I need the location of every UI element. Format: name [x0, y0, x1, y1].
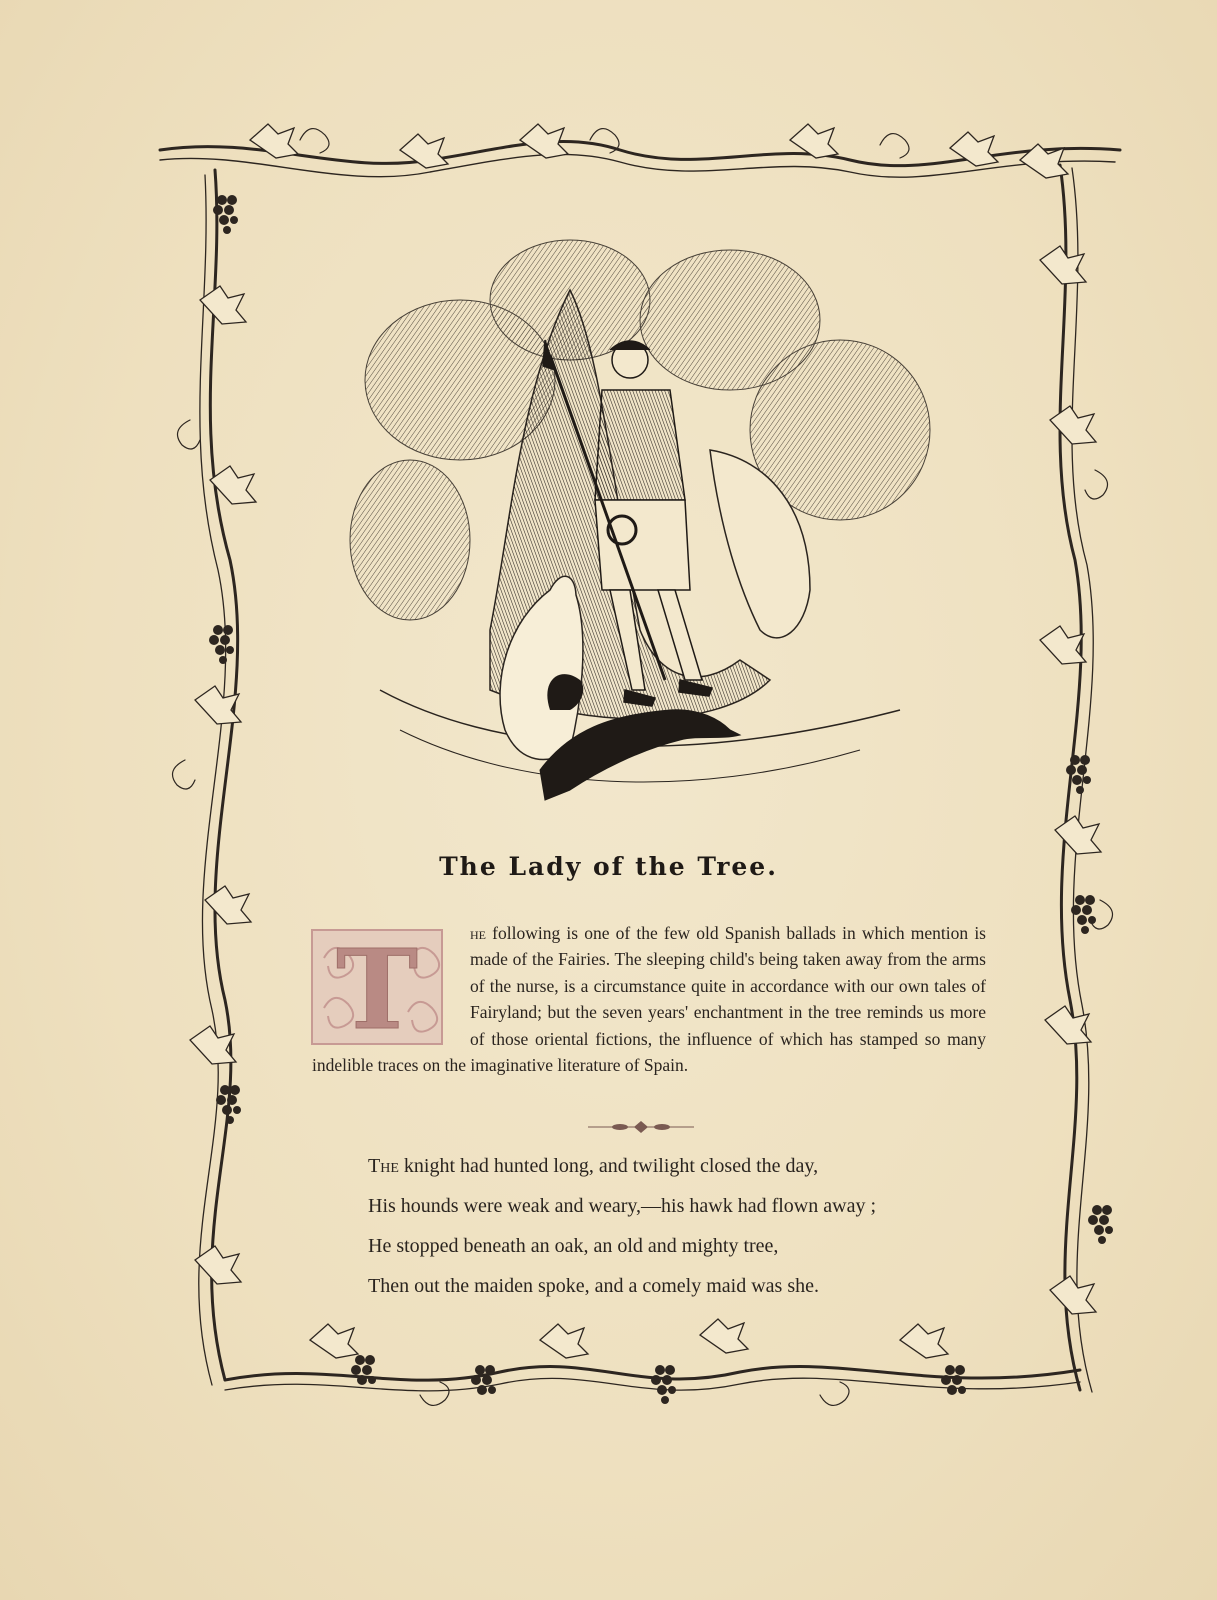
drop-cap-letter: T	[336, 928, 418, 1046]
intro-text: following is one of the few old Spanish ballads in which mention is made of the Fairies. The sleeping child's being taken away from the arms of the nurse, is a circumstance quite in accordance with our own tales of Fairyland; but the seven years' enchantment in the tree reminds us more of those oriental fictions, the influence of which has stamped so many indelible traces on the imaginative literature of Spain.	[312, 923, 986, 1076]
ballad-verse	[368, 1146, 988, 1306]
intro-lead-word: he	[470, 923, 486, 943]
intro-paragraph	[312, 920, 986, 1078]
verse-line: Then out the maiden spoke, and a comely maid was she.	[368, 1275, 819, 1297]
verse-line: He stopped beneath an oak, an old and mighty tree,	[368, 1235, 779, 1257]
verse-line: The knight had hunted long, and twilight closed the day,	[368, 1155, 819, 1177]
poem-title: The Lady of the Tree.	[439, 852, 778, 881]
huntsman-engraving	[340, 210, 960, 830]
ornamental-divider	[588, 1120, 694, 1134]
verse-line: His hounds were weak and weary,—his hawk had flown away ;	[368, 1195, 877, 1217]
